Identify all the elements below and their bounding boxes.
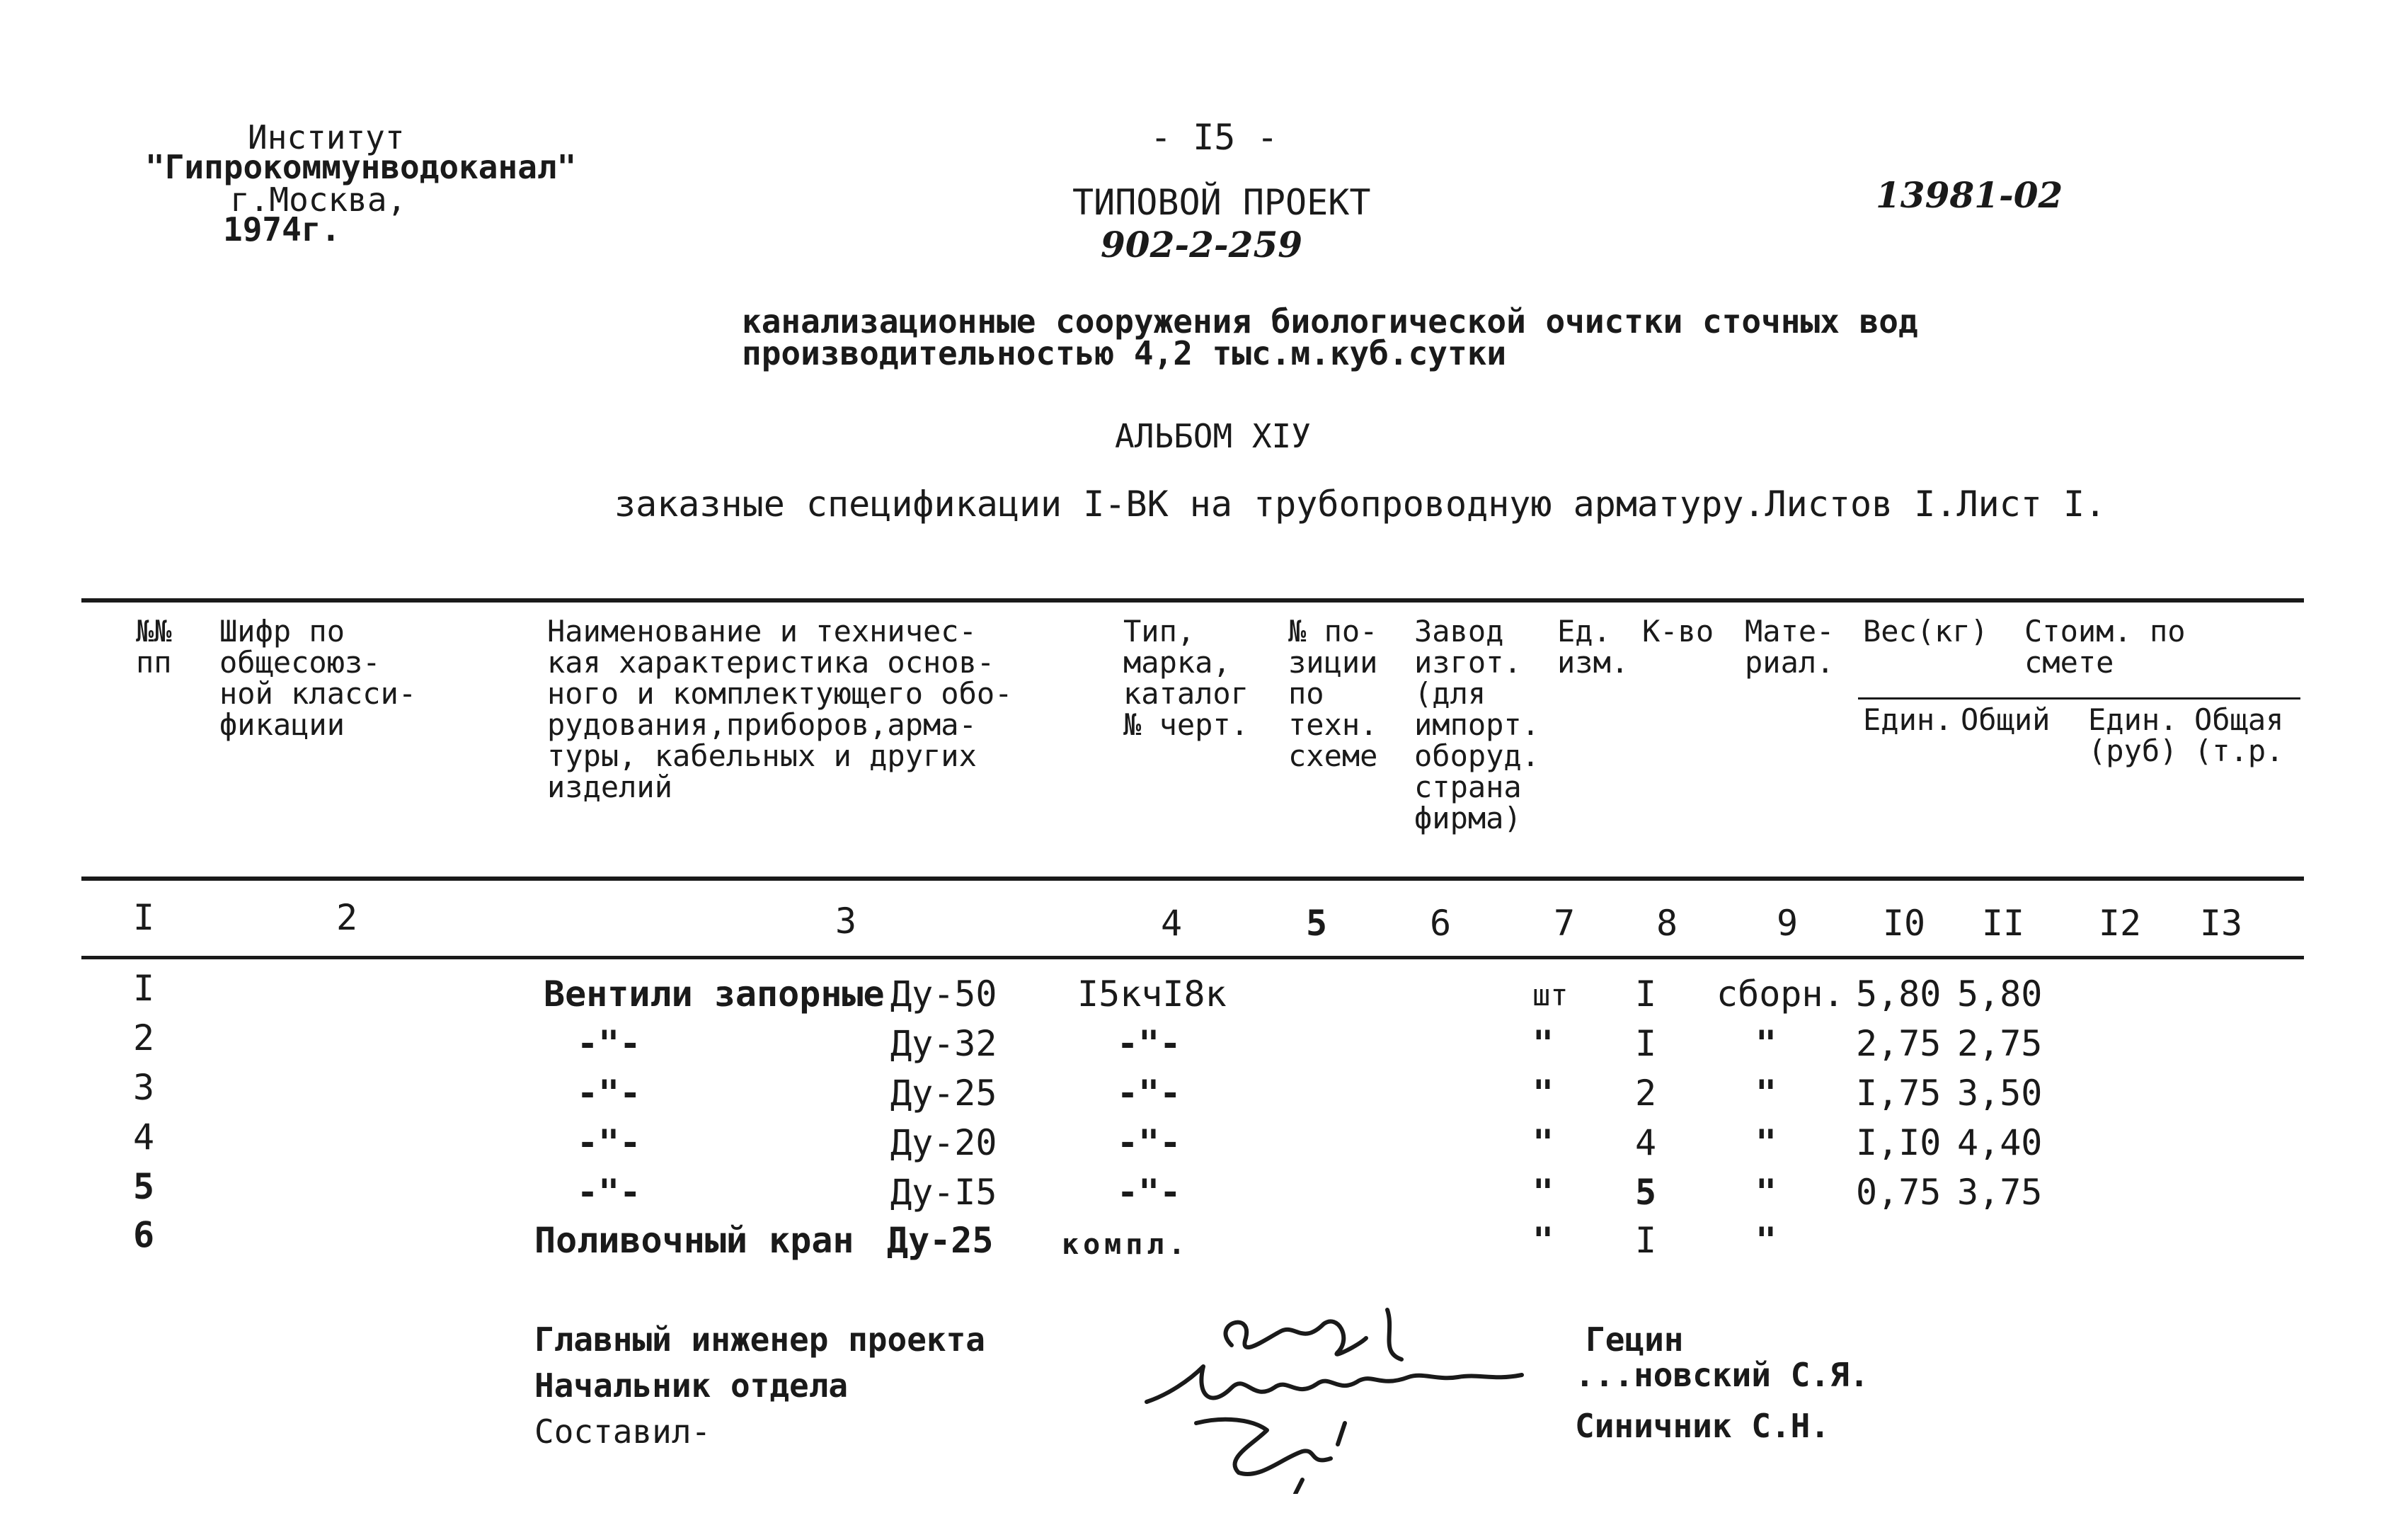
compiled-label: Составил-	[534, 1412, 711, 1451]
row-quantity: 4	[1635, 1122, 1657, 1163]
row-type: компл.	[1062, 1228, 1190, 1261]
row-number: 5	[133, 1166, 155, 1207]
row-material: "	[1755, 1220, 1777, 1261]
row-name: -"-	[577, 1122, 641, 1163]
row-name: Поливочный кран	[534, 1220, 854, 1261]
row-unit: "	[1532, 1073, 1554, 1114]
row-weight-total: 4,40	[1957, 1122, 2043, 1163]
header-cost-total: Общая (т.р.	[2194, 702, 2284, 768]
row-name: -"-	[577, 1023, 641, 1064]
row-quantity: I	[1635, 974, 1657, 1015]
description-line-1: канализационные сооружения биологической очистки сточных вод	[742, 302, 1918, 341]
column-number: I	[132, 897, 155, 938]
column-number: II	[1981, 903, 2025, 944]
handwritten-signatures	[1125, 1296, 1550, 1494]
header-bottom-rule	[81, 877, 2304, 881]
colnum-bottom-rule	[81, 956, 2304, 959]
column-number: 9	[1776, 903, 1799, 944]
row-number: 4	[133, 1117, 155, 1158]
row-unit: "	[1532, 1172, 1554, 1213]
row-du: Ду-25	[887, 1220, 994, 1261]
row-name: -"-	[577, 1073, 641, 1114]
institute-line-2: "Гипрокоммунводоканал"	[145, 148, 577, 186]
row-quantity: I	[1635, 1023, 1657, 1064]
institute-line-1: Институт	[248, 118, 405, 156]
row-quantity: 2	[1635, 1073, 1657, 1114]
row-name: -"-	[577, 1172, 641, 1213]
row-material: "	[1755, 1172, 1777, 1213]
institute-line-4: 1974г.	[223, 210, 341, 249]
row-quantity: I	[1635, 1220, 1657, 1261]
header-unit: Ед. изм.	[1557, 614, 1629, 680]
column-number: I0	[1882, 903, 1926, 944]
row-material: "	[1755, 1073, 1777, 1114]
row-material: "	[1755, 1122, 1777, 1163]
spec-title: заказные спецификации I-ВК на трубопроводную арматуру.Листов I.Лист I.	[614, 484, 2106, 525]
album-title: АЛЬБОМ XIУ	[1115, 417, 1311, 455]
header-weight-total: Общий	[1961, 702, 2051, 737]
column-number: I3	[2199, 903, 2243, 944]
row-type: -"-	[1117, 1073, 1181, 1114]
column-number: 4	[1160, 903, 1183, 944]
row-weight-total: 3,75	[1957, 1172, 2043, 1213]
row-number: 6	[133, 1214, 155, 1255]
table-top-rule	[81, 598, 2304, 603]
row-unit: "	[1532, 1023, 1554, 1064]
column-number: 7	[1553, 903, 1576, 944]
header-weight-unit: Един.	[1863, 702, 1953, 737]
chief-engineer-label: Главный инженер проекта	[534, 1320, 985, 1359]
header-cost-unit: Един. (руб)	[2088, 702, 2178, 768]
project-number: 902-2-259	[1101, 224, 1303, 266]
row-weight-total: 3,50	[1957, 1073, 2043, 1114]
row-du: Ду-I5	[890, 1172, 997, 1213]
compiled-name: Синичник С.Н.	[1575, 1407, 1830, 1445]
column-number: 5	[1305, 903, 1328, 944]
header-manufacturer: Завод изгот. (для импорт. оборуд. страна фирма)	[1414, 614, 1540, 835]
row-number: I	[133, 968, 155, 1009]
column-number: 6	[1429, 903, 1452, 944]
dept-head-name: ...новский С.Я.	[1575, 1356, 1869, 1394]
header-material: Мате- риал.	[1745, 614, 1835, 680]
row-du: Ду-50	[890, 974, 997, 1015]
institute-line-3: г.Москва,	[230, 181, 407, 219]
row-type: -"-	[1117, 1023, 1181, 1064]
column-number: 3	[835, 901, 857, 942]
row-type: -"-	[1117, 1172, 1181, 1213]
row-number: 2	[133, 1017, 155, 1058]
header-classification-code: Шифр по общесоюз- ной класси- фикации	[219, 614, 417, 742]
column-number: I2	[2098, 903, 2142, 944]
header-weight: Вес(кг)	[1863, 614, 1989, 649]
row-material: "	[1755, 1023, 1777, 1064]
project-label: ТИПОВОЙ ПРОЕКТ	[1072, 182, 1371, 223]
row-weight-unit: 2,75	[1856, 1023, 1942, 1064]
row-material: сборн.	[1716, 974, 1845, 1015]
row-unit: шт	[1532, 978, 1569, 1012]
row-unit: "	[1532, 1122, 1554, 1163]
row-weight-total: 5,80	[1957, 974, 2043, 1015]
weight-cost-subrule	[1858, 697, 2300, 700]
row-weight-unit: 0,75	[1856, 1172, 1942, 1213]
row-du: Ду-25	[890, 1073, 997, 1114]
header-cost: Стоим. по смете	[2024, 614, 2186, 680]
page-number: - I5 -	[1150, 117, 1278, 158]
row-weight-unit: 5,80	[1856, 974, 1942, 1015]
row-number: 3	[133, 1067, 155, 1108]
row-unit: "	[1532, 1220, 1554, 1261]
header-number: №№ пп	[136, 614, 172, 680]
row-weight-unit: I,75	[1856, 1073, 1942, 1114]
column-number: 8	[1656, 903, 1678, 944]
row-weight-unit: I,I0	[1856, 1122, 1942, 1163]
row-name: Вентили запорные	[544, 974, 885, 1015]
chief-engineer-name: Гецин	[1586, 1320, 1684, 1359]
header-name: Наименование и техничес- кая характеристика основ- ного и комплектующего обо- рудования,приборов,арма- туры, кабельных и других изделий	[547, 614, 1013, 804]
row-type: I5кчI8к	[1077, 974, 1227, 1015]
dept-head-label: Начальник отдела	[534, 1366, 849, 1405]
column-number: 2	[336, 897, 358, 938]
row-type: -"-	[1117, 1122, 1181, 1163]
header-quantity: К-во	[1642, 614, 1714, 649]
row-quantity: 5	[1635, 1172, 1657, 1213]
description-line-2: производительностью 4,2 тыс.м.куб.сутки	[742, 334, 1507, 372]
project-code: 13981-02	[1876, 174, 2063, 216]
header-position: № по- зиции по техн. схеме	[1288, 614, 1378, 773]
header-type: Тип, марка, каталог № черт.	[1123, 614, 1249, 742]
row-du: Ду-20	[890, 1122, 997, 1163]
row-du: Ду-32	[890, 1023, 997, 1064]
row-weight-total: 2,75	[1957, 1023, 2043, 1064]
